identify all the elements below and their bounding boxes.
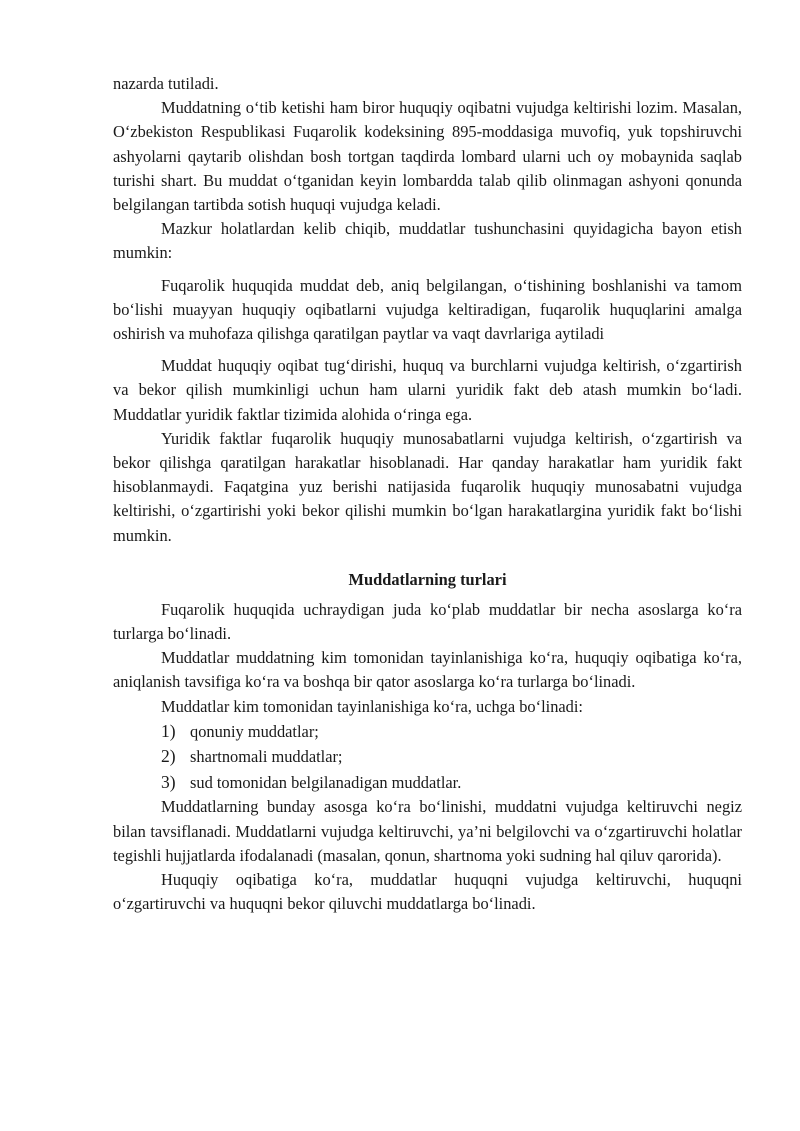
list-item <box>161 719 742 745</box>
document-page <box>113 72 742 916</box>
paragraph-lombard-example: Muddatning o‘tib ketishi ham biror huquqiy oqibatni vujudga keltirishi lozim. Masalan, O‘zbekiston Respublikasi Fuqarolik kodeksining 895-moddasiga muvofiq, yuk topshiruvchi ashyolarni qaytarib olishdan bosh tortgan taqdirda lombard ularni uch oy mobaynida saqlab turishi shart. Bu muddat o‘tganidan keyin lombardda talab qilib olinmagan ashyoni qonunda belgilangan tartibda sotish huquqi vujudga keladi. <box>113 98 742 215</box>
section-heading: Muddatlarning turlari <box>348 569 507 589</box>
paragraph-legal-fact: Muddat huquqiy oqibat tug‘dirishi, huquq va burchlarni vujudga keltirish, o‘zgartirish va bekor qilish mumkinligi uchun ham ularni yuridik fakt deb atash mumkin bo‘ladi. Muddatlar yuridik faktlar tizimida alohida o‘ringa ega. <box>113 356 742 424</box>
paragraph-types-intro: Fuqarolik huquqida uchraydigan juda ko‘plab muddatlar bir necha asoslarga ko‘ra turlarga bo‘linadi. <box>113 599 742 644</box>
paragraph-types-by-who: Muddatlar kim tomonidan tayinlanishiga ko‘ra, uchga bo‘linadi: <box>161 696 583 716</box>
paragraph-legal-consequence: Huquqiy oqibatiga ko‘ra, muddatlar huquqni vujudga keltiruvchi, huquqni o‘zgartiruvchi va huquqni bekor qiluvchi muddatlarga bo‘linadi. <box>113 869 742 914</box>
list-item-number: 3) <box>161 771 176 792</box>
paragraph-definition: Fuqarolik huquqida muddat deb, aniq belgilangan, o‘tishining boshlanishi va tamom bo‘lishi muayyan huquqiy oqibatlarni vujudga keltiradigan, fuqarolik huquqlarini amalga oshirish va muhofaza qilishga qaratilgan paytlar va vaqt davrlariga aytiladi <box>113 275 742 344</box>
list-item-text: shartnomali muddatlar; <box>190 747 343 767</box>
paragraph-definition-intro: Mazkur holatlardan kelib chiqib, muddatlar tushunchasini quyidagicha bayon etish mumkin: <box>113 219 742 263</box>
paragraph-legal-facts-actions: Yuridik faktlar fuqarolik huquqiy munosabatlarni vujudga keltirish, o‘zgartirish va bekor qilishga qaratilgan harakatlar hisoblanadi. Har qanday harakatlar ham yuridik fakt hisoblanmaydi. Faqatgina yuz berishi natijasida fuqarolik huquqiy munosabatni vujudga keltirishi, o‘zgartirishi yoki bekor qilishi mumkin bo‘lgan harakatlargina yuridik fakt bo‘lishi mumkin. <box>113 428 742 545</box>
paragraph-basis: Muddatlarning bunday asosga ko‘ra bo‘linishi, muddatni vujudga keltiruvchi negiz bilan tavsiflanadi. Muddatlarni vujudga keltiruvchi, ya’ni belgilovchi va o‘zgartiruvchi holatlar tegishli hujjatlarda ifodalanadi (masalan, qonun, shartnoma yoki sudning hal qiluv qarorida). <box>113 797 742 865</box>
paragraph-types-criteria: Muddatlar muddatning kim tomonidan tayinlanishiga ko‘ra, huquqiy oqibatiga ko‘ra, aniqlanish tavsifiga ko‘ra va boshqa bir qator asoslarga ko‘ra turlarga bo‘linadi. <box>113 648 742 692</box>
list-item-text: qonuniy muddatlar; <box>190 721 319 741</box>
list-item <box>161 744 742 770</box>
list-item-text: sud tomonidan belgilanadigan muddatlar. <box>190 772 462 792</box>
paragraph-continuation: nazarda tutiladi. <box>113 74 219 93</box>
list-item <box>161 770 742 796</box>
list-item-number: 2) <box>161 746 176 767</box>
types-list <box>113 719 742 796</box>
list-item-number: 1) <box>161 720 176 741</box>
